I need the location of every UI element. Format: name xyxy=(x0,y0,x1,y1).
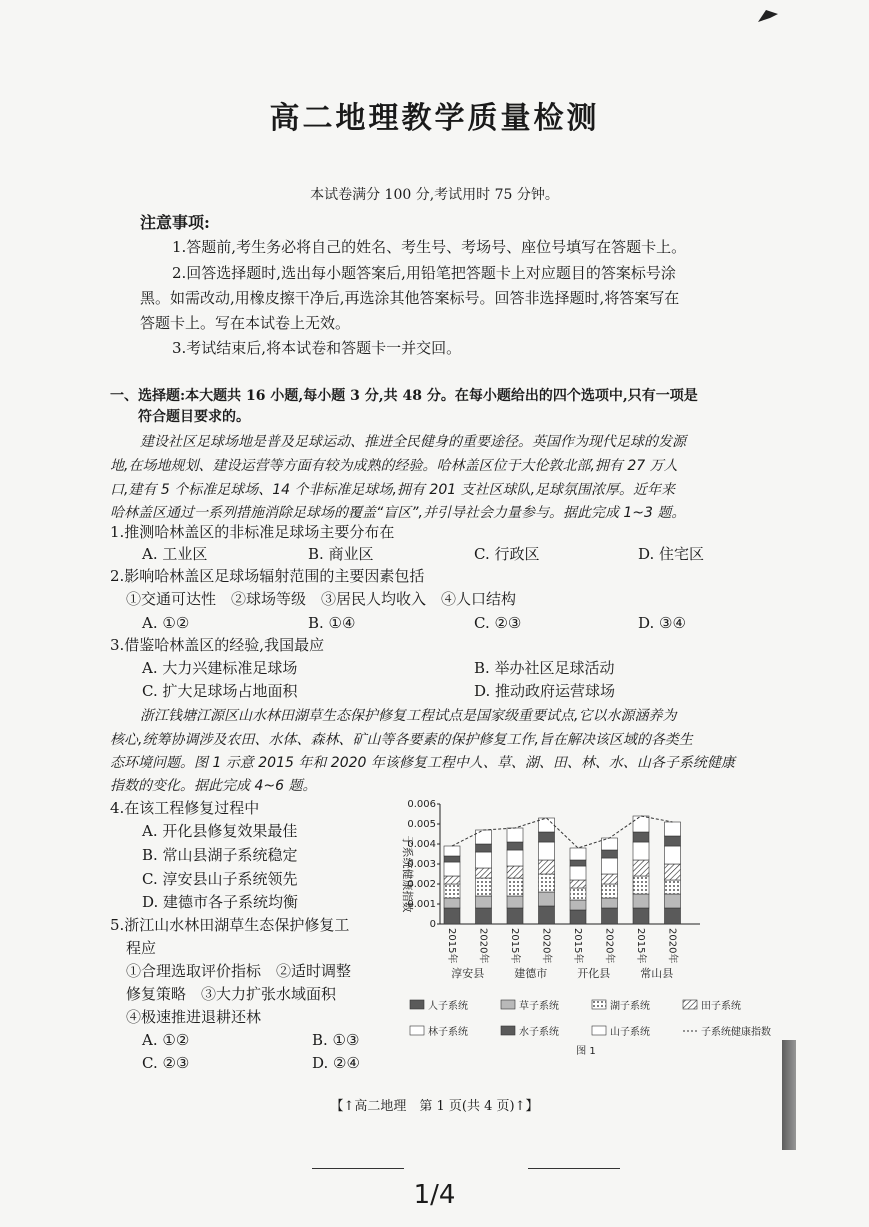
group-label: 建德市 xyxy=(514,967,548,980)
divider xyxy=(312,1168,404,1169)
notice-line: 1.答题前,考生务必将自己的姓名、考生号、考场号、座位号填写在答题卡上。 xyxy=(172,238,687,256)
question-2-stem: 2.影响哈林盖区足球场辐射范围的主要因素包括 xyxy=(110,567,425,585)
q1-option-d: D. 住宅区 xyxy=(638,545,705,563)
bar-segment xyxy=(633,876,649,894)
bar-segment xyxy=(633,860,649,876)
health-index-chart xyxy=(380,796,785,1060)
legend-swatch xyxy=(410,1000,424,1009)
bar-segment xyxy=(602,908,618,924)
bar-segment xyxy=(476,878,492,896)
q4-option-c: C. 淳安县山子系统领先 xyxy=(142,870,298,888)
y-tick-label: 0.005 xyxy=(407,819,436,830)
bar-segment xyxy=(570,848,586,860)
group-label: 常山县 xyxy=(640,967,674,980)
bar-segment xyxy=(539,906,555,924)
q1-option-b: B. 商业区 xyxy=(308,545,374,563)
q3-option-d: D. 推动政府运营球场 xyxy=(474,682,616,700)
bar-segment xyxy=(570,880,586,888)
question-3-stem: 3.借鉴哈林盖区的经验,我国最应 xyxy=(110,636,325,654)
bar-segment xyxy=(539,832,555,842)
legend-label: 林子系统 xyxy=(428,1027,468,1038)
corner-mark-icon xyxy=(756,8,780,24)
question-1-stem: 1.推测哈林盖区的非标准足球场主要分布在 xyxy=(110,523,395,541)
chart-y-label: 子系统健康指数 xyxy=(401,835,414,913)
bar-segment xyxy=(570,866,586,880)
bar-segment xyxy=(476,896,492,908)
exam-subtitle: 本试卷满分 100 分,考试用时 75 分钟。 xyxy=(310,187,559,203)
q2-option-d: D. ③④ xyxy=(638,614,686,632)
bar-segment xyxy=(602,858,618,874)
q3-option-a: A. 大力兴建标准足球场 xyxy=(142,659,298,677)
chart-legend xyxy=(410,999,771,1038)
q1-option-a: A. 工业区 xyxy=(142,545,208,563)
passage-line: 口,建有 5 个标准足球场、14 个非标准足球场,拥有 201 支社区球队,足球氛围浓厚。近年来 xyxy=(110,482,676,498)
passage-line: 核心,统筹协调涉及农田、水体、森林、矿山等各要素的保护修复工作,旨在解决该区域的各类生 xyxy=(110,732,693,748)
legend-swatch xyxy=(683,1000,697,1009)
y-tick-label: 0.004 xyxy=(407,839,436,850)
bar-segment xyxy=(476,830,492,844)
bar-segment xyxy=(507,842,523,850)
bar-segment xyxy=(633,894,649,908)
bar-segment xyxy=(665,846,681,864)
bar-segment xyxy=(444,884,460,898)
q3-option-c: C. 扩大足球场占地面积 xyxy=(142,682,298,700)
y-tick-label: 0.002 xyxy=(407,879,436,890)
x-tick-label: 2020年 xyxy=(477,928,489,964)
notice-line: 答题卡上。写在本试卷上无效。 xyxy=(140,314,351,332)
bar-segment xyxy=(507,908,523,924)
legend-label: 山子系统 xyxy=(610,1027,650,1038)
q5-items: ④极速推进退耕还林 xyxy=(126,1008,262,1026)
bar-segment xyxy=(633,832,649,842)
x-tick-label: 2020年 xyxy=(540,928,552,964)
y-tick-label: 0.003 xyxy=(407,859,436,870)
bar-segment xyxy=(570,910,586,924)
q4-option-a: A. 开化县修复效果最佳 xyxy=(142,822,298,840)
y-tick-label: 0 xyxy=(429,919,436,930)
page-number: 1/4 xyxy=(413,1180,456,1210)
legend-label: 田子系统 xyxy=(701,1001,741,1012)
legend-label: 草子系统 xyxy=(519,1001,559,1012)
bar-segment xyxy=(507,866,523,878)
bar-segment xyxy=(444,908,460,924)
bar-segment xyxy=(633,908,649,924)
legend-label: 湖子系统 xyxy=(610,1001,650,1012)
bar-segment xyxy=(539,892,555,906)
bar-segment xyxy=(665,822,681,836)
bar-segment xyxy=(602,850,618,858)
passage-line: 态环境问题。图 1 示意 2015 年和 2020 年该修复工程中人、草、湖、田、林、水、山各子系统健康 xyxy=(110,755,735,771)
legend-label: 水子系统 xyxy=(519,1027,559,1038)
legend-label: 人子系统 xyxy=(428,1001,468,1012)
bar-segment xyxy=(507,896,523,908)
notice-line: 3.考试结束后,将本试卷和答题卡一并交回。 xyxy=(172,339,462,357)
legend-label: 子系统健康指数 xyxy=(701,1027,771,1038)
divider xyxy=(528,1168,620,1169)
bar-segment xyxy=(570,888,586,900)
passage-line: 哈林盖区通过一系列措施消除足球场的覆盖“盲区”,并引导社会力量参与。据此完成 1~3 题。 xyxy=(110,505,686,521)
bar-segment xyxy=(507,850,523,866)
bar-segment xyxy=(665,864,681,880)
question-5-stem: 5.浙江山水林田湖草生态保护修复工 xyxy=(110,916,350,934)
q4-option-b: B. 常山县湖子系统稳定 xyxy=(142,846,298,864)
bar-segment xyxy=(602,898,618,908)
notice-line: 黑。如需改动,用橡皮擦干净后,再选涂其他答案标号。回答非选择题时,将答案写在 xyxy=(140,289,680,307)
section-heading-cont: 符合题目要求的。 xyxy=(138,409,250,425)
bar-segment xyxy=(633,816,649,832)
q2-option-a: A. ①② xyxy=(142,614,190,632)
q3-option-b: B. 举办社区足球活动 xyxy=(474,659,615,677)
question-5-stem-cont: 程应 xyxy=(126,939,157,957)
bar-segment xyxy=(665,836,681,846)
group-label: 开化县 xyxy=(577,967,611,980)
x-tick-label: 2015年 xyxy=(572,928,583,964)
bar-segment xyxy=(444,846,460,856)
section-heading: 一、选择题:本大题共 16 小题,每小题 3 分,共 48 分。在每小题给出的四个选项中,只有一项是 xyxy=(110,388,698,404)
bar-segment xyxy=(507,878,523,896)
bar-segment xyxy=(476,868,492,878)
q5-items: ①合理选取评价指标 ②适时调整 xyxy=(126,962,352,980)
passage-line: 地,在场地规划、建设运营等方面有较为成熟的经验。哈林盖区位于大伦敦北部,拥有 27 万人 xyxy=(110,458,678,474)
y-tick-label: 0.006 xyxy=(407,799,436,810)
passage-line: 建设社区足球场地是普及足球运动、推进全民健身的重要途径。英国作为现代足球的发源 xyxy=(140,434,686,450)
x-tick-label: 2020年 xyxy=(666,928,678,964)
bar-segment xyxy=(539,842,555,860)
bar-segment xyxy=(476,908,492,924)
page-title: 高二地理教学质量检测 xyxy=(269,101,600,136)
x-tick-label: 2015年 xyxy=(635,928,646,964)
x-tick-label: 2015年 xyxy=(446,928,457,964)
bar-segment xyxy=(539,860,555,874)
passage-line: 指数的变化。据此完成 4~6 题。 xyxy=(110,778,317,794)
bar-segment xyxy=(602,874,618,884)
legend-swatch xyxy=(592,1026,606,1035)
notice-line: 2.回答选择题时,选出每小题答案后,用铅笔把答题卡上对应题目的答案标号涂 xyxy=(172,264,676,282)
q2-items: ①交通可达性 ②球场等级 ③居民人均收入 ④人口结构 xyxy=(126,590,517,608)
q2-option-b: B. ①④ xyxy=(308,614,356,632)
legend-swatch xyxy=(410,1026,424,1035)
y-tick-label: 0.001 xyxy=(407,899,436,910)
q5-option-b: B. ①③ xyxy=(312,1031,360,1049)
passage-line: 浙江钱塘江源区山水林田湖草生态保护修复工程试点是国家级重要试点,它以水源涵养为 xyxy=(140,708,677,724)
bar-segment xyxy=(444,898,460,908)
q5-items: 修复策略 ③大力扩张水域面积 xyxy=(126,985,337,1003)
bar-segment xyxy=(665,880,681,894)
question-4-stem: 4.在该工程修复过程中 xyxy=(110,799,260,817)
notice-heading: 注意事项: xyxy=(140,213,210,232)
group-label: 淳安县 xyxy=(451,967,485,980)
q5-option-d: D. ②④ xyxy=(312,1054,360,1072)
bar-segment xyxy=(665,908,681,924)
page-footer: 【↑高二地理 第 1 页(共 4 页)↑】 xyxy=(330,1099,539,1114)
bar-segment xyxy=(476,844,492,852)
bar-segment xyxy=(444,856,460,862)
bar-segment xyxy=(539,818,555,832)
bar-segment xyxy=(539,874,555,892)
bar-segment xyxy=(570,860,586,866)
legend-swatch xyxy=(501,1026,515,1035)
q5-option-a: A. ①② xyxy=(142,1031,190,1049)
legend-swatch xyxy=(501,1000,515,1009)
q2-option-c: C. ②③ xyxy=(474,614,522,632)
chart-caption: 图 1 xyxy=(576,1046,596,1057)
bar-segment xyxy=(570,900,586,910)
bar-segment xyxy=(665,894,681,908)
q5-option-c: C. ②③ xyxy=(142,1054,190,1072)
bar-segment xyxy=(444,876,460,884)
q1-option-c: C. 行政区 xyxy=(474,545,540,563)
q4-option-d: D. 建德市各子系统均衡 xyxy=(142,893,299,911)
bar-segment xyxy=(476,852,492,868)
x-tick-label: 2020年 xyxy=(603,928,615,964)
bar-segment xyxy=(507,828,523,842)
bar-segment xyxy=(602,884,618,898)
bar-segment xyxy=(444,862,460,876)
x-tick-label: 2015年 xyxy=(509,928,520,964)
chart-bars xyxy=(444,816,681,980)
legend-swatch xyxy=(592,1000,606,1009)
bar-segment xyxy=(633,842,649,860)
